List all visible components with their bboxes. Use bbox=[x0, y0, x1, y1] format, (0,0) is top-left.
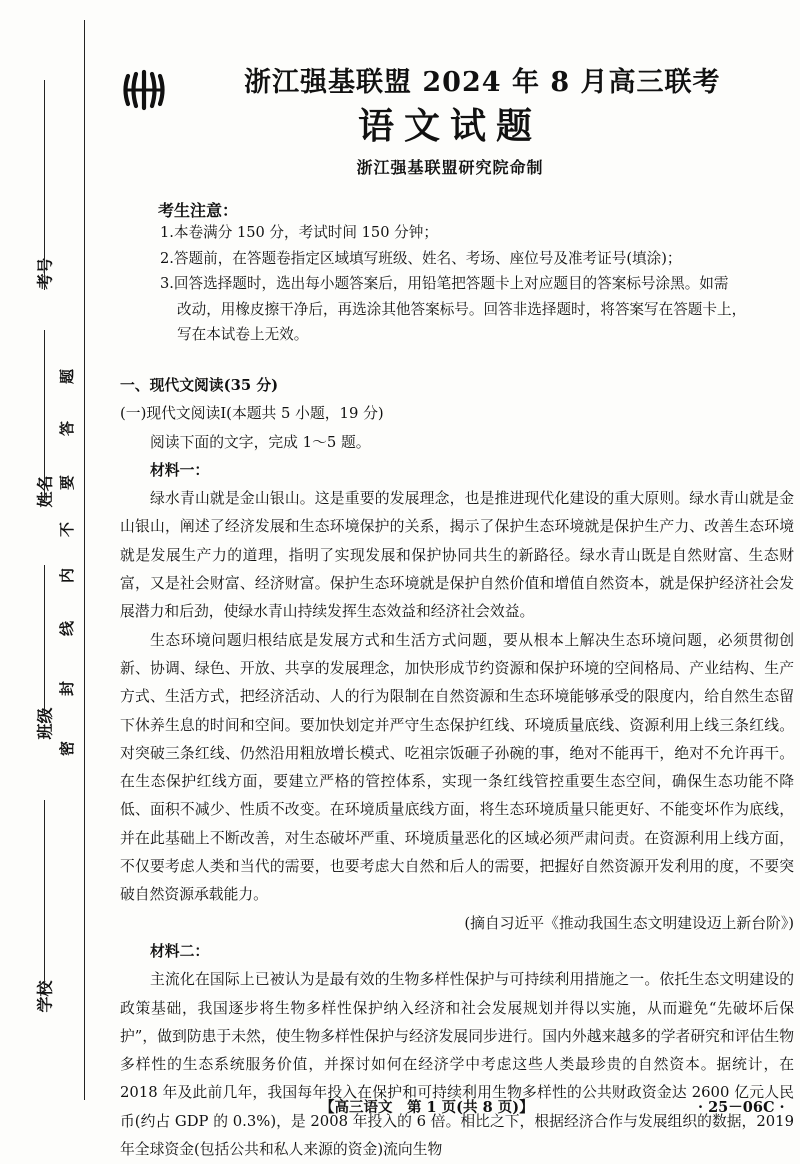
maker-line: 浙江强基联盟研究院命制 bbox=[356, 158, 544, 177]
seal-char: 内 bbox=[58, 567, 77, 584]
notice-item: 2.答题前，在答题卷指定区域填写班级、姓名、考场、座位号及准考证号(填涂)； bbox=[160, 249, 682, 267]
seal-char: 线 bbox=[58, 620, 77, 637]
notice-item: 写在本试卷上无效。 bbox=[177, 326, 309, 343]
class-label: 班级 bbox=[35, 707, 55, 740]
notice-title: 考生注意： bbox=[158, 201, 239, 220]
section-heading: 一、现代文阅读(35 分) bbox=[120, 377, 279, 394]
class-line bbox=[44, 565, 45, 715]
notice-item: 1.本卷满分 150 分，考试时间 150 分钟； bbox=[160, 224, 438, 241]
school-line bbox=[44, 800, 45, 990]
seal-char: 答 bbox=[58, 420, 77, 437]
exam-no-label: 考号 bbox=[35, 257, 55, 290]
exam-title: 浙江强基联盟 2024 年 8 月高三联考 bbox=[244, 67, 721, 98]
citation: (摘自习近平《推动我国生态文明建设迈上新台阶》) bbox=[464, 914, 794, 932]
seal-char: 要 bbox=[58, 474, 77, 491]
notice-item: 3.回答选择题时，选出每小题答案后，用铅笔把答题卡上对应题目的答案标号涂黑。如需 bbox=[160, 275, 729, 292]
school-label: 学校 bbox=[35, 980, 55, 1013]
seal-char: 不 bbox=[58, 521, 77, 538]
seal-char: 封 bbox=[58, 680, 77, 697]
instruction: 阅读下面的文字，完成 1～5 题。 bbox=[150, 433, 371, 451]
seal-char: 密 bbox=[58, 740, 77, 757]
material-label: 材料一： bbox=[150, 461, 210, 479]
subsection-heading: (一)现代文阅读Ⅰ(本题共 5 小题，19 分) bbox=[120, 405, 384, 423]
binding-margin bbox=[0, 0, 100, 1132]
material-label: 材料二： bbox=[150, 942, 210, 960]
paper-code: · 25－06C · bbox=[698, 1099, 785, 1116]
paragraph: 生态环境问题归根结底是发展方式和生活方式问题，要从根本上解决生态环境问题，必须贯彻创新、协调、绿色、开放、共享的发展理念，加快形成节约资源和保护环境的空间格局、产业结构、生产方式、生活方式，把经济活动、人的行为限制在自然资源和生态环境能够承受的限度内，给自然生态留下休养生息的时间和空间。要加快划定并严守生态保护红线、环境质量底线、资源利用上线三条红线。对突破三条红线、仍然沿用粗放增长模式、吃祖宗饭砸子孙碗的事，绝对不能再干，绝对不允许再干。在生态保护红线方面，要建立严格的管控体系，实现一条红线管控重要生态空间，确保生态功能不降低、面积不减少、性质不改变。在环境质量底线方面，将生态环境质量只能更好、不能变坏作为底线，并在此基础上不断改善，对生态破坏严重、环境质量恶化的区域必须严肃问责。在资源利用上线方面，不仅要考虑人类和当代的需要，也要考虑大自然和后人的需要，把握好自然资源开发利用的度，不要突破自然资源承载能力。 bbox=[120, 631, 794, 904]
reading-passage bbox=[120, 372, 794, 1164]
notice-list bbox=[160, 220, 790, 348]
subject-title: 语文试题 bbox=[357, 105, 542, 147]
paragraph: 绿水青山就是金山银山。这是重要的发展理念，也是推进现代化建设的重大原则。绿水青山就是金山银山，阐述了经济发展和生态环境保护的关系，揭示了保护生态环境就是保护生产力、改善生态环境就是发展生产力的道理，指明了实现发展和保护协同共生的新路径。绿水青山既是自然财富、生态财富，又是社会财富、经济财富。保护生态环境就是保护自然价值和增值自然资本，就是保护经济社会发展潜力和后劲，使绿水青山持续发挥生态效益和经济社会效益。 bbox=[120, 490, 794, 621]
notice-item: 改动，用橡皮擦干净后，再选涂其他答案标号。回答非选择题时，将答案写在答题卡上， bbox=[177, 300, 747, 318]
seal-char: 题 bbox=[58, 368, 77, 385]
page-number: 【高三语文 第 1 页(共 8 页)】 bbox=[320, 1099, 534, 1116]
name-line bbox=[44, 330, 45, 500]
paragraph: 主流化在国际上已被认为是最有效的生物多样性保护与可持续利用措施之一。依托生态文明建设的政策基础，我国逐步将生物多样性保护纳入经济和社会发展规划并得以实施，从而避免“先破坏后保护”，做到防患于未然，使生物多样性保护与经济发展同步进行。国内外越来越多的学者研究和评估生物多样性的生态系统服务价值，并探讨如何在经济学中考虑这些人类最珍贵的自然资本。据统计，在 2018 年及此前几年，我国每年投入在保护和可持续利用生物多样性的公共财政资金达 2600 亿元人民币(约占 GDP 的 0.3%)，是 2008 年投入的 6 倍。相比之下，根据经济合作与发展组织的数据，2019 年全球资金(包括公共和私人来源的资金)流向生物 bbox=[120, 971, 794, 1159]
seal-line bbox=[84, 20, 85, 1100]
name-label: 姓名 bbox=[35, 475, 55, 508]
